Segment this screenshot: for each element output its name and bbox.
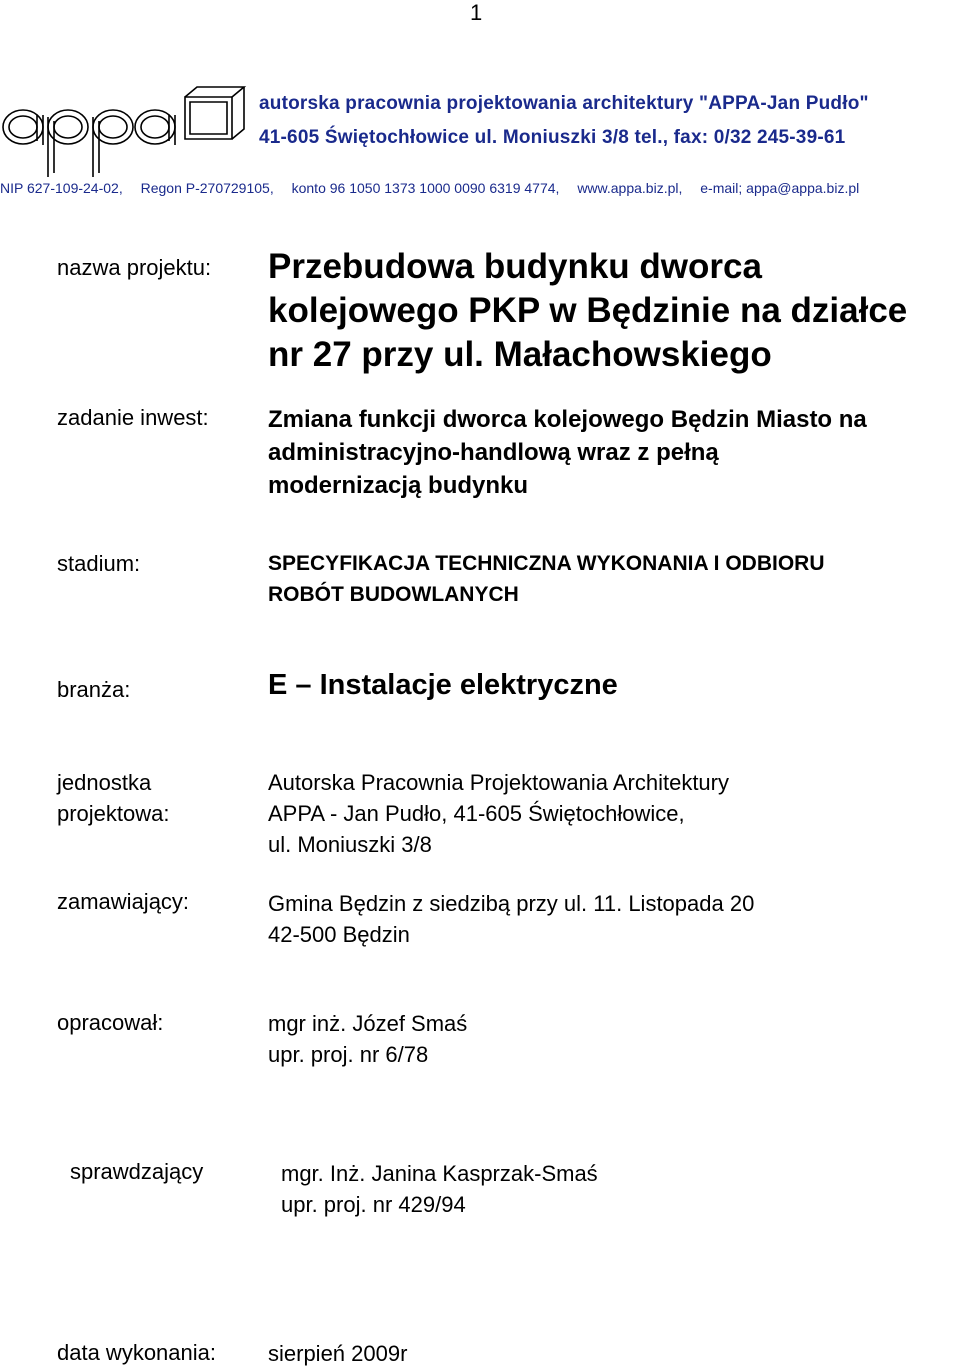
unit-label-line: jednostka: [57, 770, 152, 795]
firm-address: 41-605 Świętochłowice ul. Moniuszki 3/8 tel., fax: 0/32 245-39-61: [259, 127, 846, 148]
logo-letter-a1: [3, 110, 43, 145]
unit-label-line: projektowa:: [57, 801, 170, 826]
checker-line: mgr. Inż. Janina Kasprzak-Smaś: [281, 1161, 598, 1186]
checker-line: upr. proj. nr 429/94: [281, 1192, 466, 1217]
task-line: modernizacją budynku: [268, 472, 529, 499]
appa-logo: [0, 85, 252, 180]
client-label: zamawiający:: [57, 889, 190, 914]
task-line: administracyjno-handlową wraz z pełną: [268, 439, 719, 466]
unit-line: ul. Moniuszki 3/8: [268, 832, 432, 857]
client-value: [268, 888, 754, 950]
checker-value: [281, 1158, 598, 1220]
nip: NIP 627-109-24-02,: [0, 180, 123, 196]
checker-label: sprawdzający: [70, 1159, 204, 1184]
branch-label: branża:: [57, 677, 131, 702]
unit-label: [57, 767, 170, 829]
page-number: 1: [470, 0, 483, 25]
regon: Regon P-270729105,: [140, 180, 274, 196]
website-link[interactable]: www.appa.biz.pl,: [577, 180, 683, 196]
branch-value: E – Instalacje elektryczne: [268, 669, 618, 701]
task-value: [268, 403, 867, 502]
project-title-line: kolejowego PKP w Będzinie na działce: [268, 291, 908, 330]
firm-name: autorska pracownia projektowania architektury "APPA-Jan Pudło": [259, 93, 869, 114]
unit-line: APPA - Jan Pudło, 41-605 Świętochłowice,: [268, 801, 685, 826]
unit-value: [268, 767, 729, 860]
project-title-line: nr 27 przy ul. Małachowskiego: [268, 335, 772, 374]
author-value: [268, 1008, 467, 1070]
project-title-line: Przebudowa budynku dworca: [268, 247, 762, 286]
date-value: sierpień 2009r: [268, 1341, 408, 1366]
stage-line: SPECYFIKACJA TECHNICZNA WYKONANIA I ODBIORU: [268, 552, 825, 575]
unit-line: Autorska Pracownia Projektowania Architektury: [268, 770, 729, 795]
stage-line: ROBÓT BUDOWLANYCH: [268, 583, 519, 606]
task-line: Zmiana funkcji dworca kolejowego Będzin Miasto na: [268, 406, 867, 433]
contact-line: [0, 180, 859, 196]
author-label: opracował:: [57, 1010, 164, 1035]
logo-letter-p1: [48, 110, 88, 177]
stage-value: [268, 548, 825, 610]
email-link[interactable]: e-mail; appa@appa.biz.pl: [700, 180, 860, 196]
client-line: Gmina Będzin z siedzibą przy ul. 11. Listopada 20: [268, 891, 755, 916]
author-line: mgr inż. Józef Smaś: [268, 1011, 468, 1036]
task-label: zadanie inwest:: [57, 405, 209, 430]
logo-cube: [185, 87, 244, 139]
client-line: 42-500 Będzin: [268, 922, 410, 947]
project-title: [268, 245, 907, 377]
logo-letter-a2: [135, 110, 175, 145]
logo-letter-p2: [93, 110, 133, 177]
date-label: data wykonania:: [57, 1340, 216, 1365]
stage-label: stadium:: [57, 551, 141, 576]
project-label: nazwa projektu:: [57, 255, 212, 280]
bank-account: konto 96 1050 1373 1000 0090 6319 4774,: [291, 180, 560, 196]
author-line: upr. proj. nr 6/78: [268, 1042, 429, 1067]
